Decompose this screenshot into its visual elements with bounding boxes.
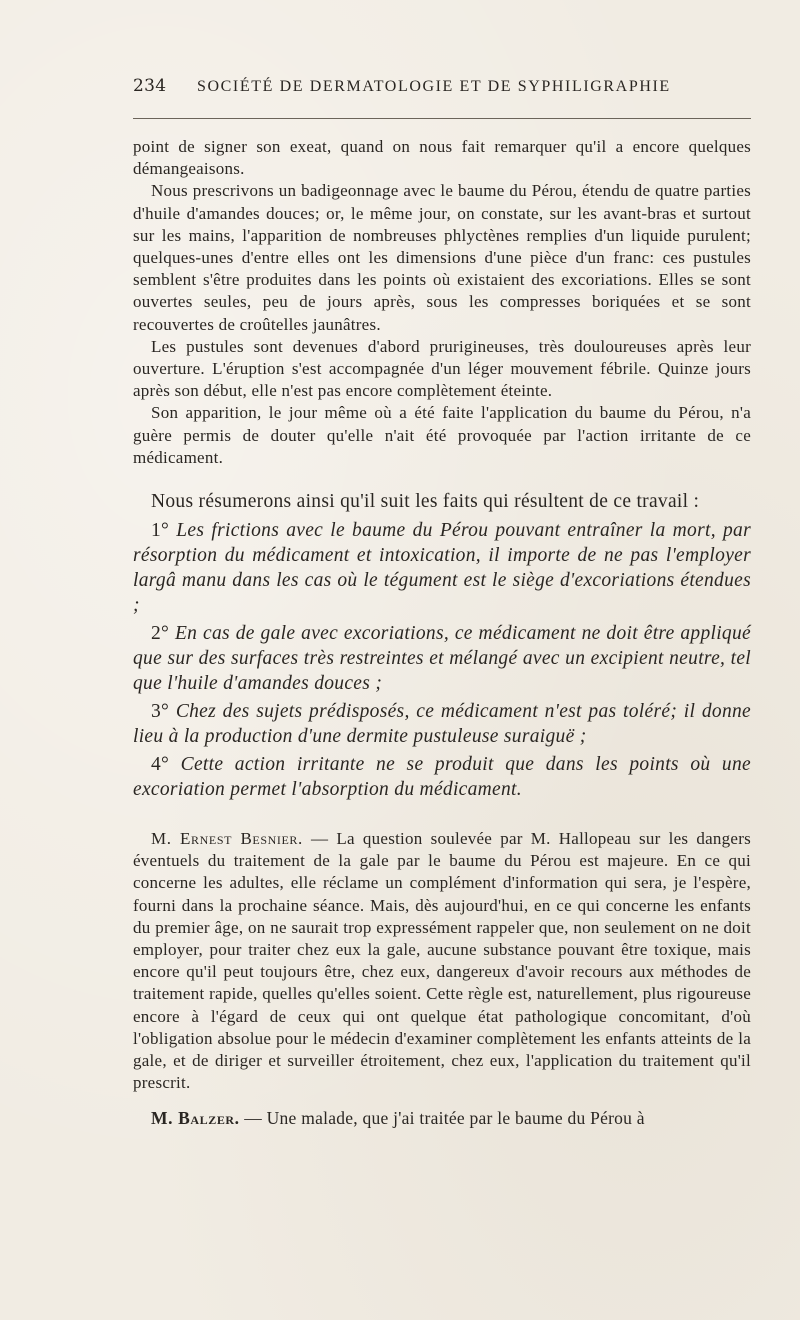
conclusion-item-3 (133, 699, 751, 749)
conclusion-number: 1° (151, 520, 170, 542)
conclusion-item-4 (133, 752, 751, 802)
header-rule (133, 118, 751, 119)
conclusion-text: Chez des sujets prédisposés, ce médicament n'est pas toléré; il donne lieu à la production d'une dermite pustuleuse suraiguë ; (133, 701, 751, 748)
conclusions-section (133, 489, 751, 802)
conclusion-text: Cette action irritante ne se produit que dans les points où une excoriation permet l'absorption du médicament. (133, 754, 751, 801)
paragraph-continuation: point de signer son exeat, quand on nous fait remarquer qu'il a encore quelques démangeaisons. (133, 137, 751, 179)
conclusion-item-1 (133, 518, 751, 618)
conclusion-text: En cas de gale avec excoriations, ce médicament ne doit être appliqué que sur des surfaces très restreintes et mélangé avec un excipient neutre, tel que l'huile d'amandes douces ; (133, 623, 751, 695)
conclusion-item-2 (133, 621, 751, 696)
conclusion-number: 3° (151, 701, 170, 723)
discussion-besnier (133, 828, 751, 1094)
speaker-name: M. Balzer. (151, 1108, 240, 1129)
discussion-section (133, 828, 751, 1130)
body-text (133, 136, 751, 1130)
conclusion-number: 4° (151, 754, 170, 776)
conclusions-intro: Nous résumerons ainsi qu'il suit les faits qui résultent de ce travail : (151, 491, 700, 513)
paragraph-pustules: Les pustules sont devenues d'abord prurigineuses, très douloureuses après leur ouverture. L'éruption s'est accompagnée d'un léger mouvement fébrile. Quinze jours après son début, elle n'est pas encore complètement éteinte. (133, 336, 751, 401)
speaker-remarks: — La question soulevée par M. Hallopeau sur les dangers éventuels du traitement de la gale par le baume du Pérou est majeure. En ce qui concerne les adultes, elle réclame un complément d'information qui sera, je l'espère, fourni dans la prochaine séance. Mais, dès aujourd'hui, en ce qui concerne les enfants du premier âge, on ne saurait trop expressément rappeler que, non seulement on ne doit employer, pour traiter chez eux la gale, aucune substance pouvant être toxique, mais encore qu'il peut toujours être, chez eux, dangereux d'avoir recours aux méthodes de traitement rapide, quelles qu'elles soient. Cette règle est, naturellement, plus rigoureuse encore à l'égard de ceux qui ont quelque état pathologique concomitant, d'où l'obligation absolue pour le médecin d'examiner complètement les enfants atteints de la gale, et de diriger et surveiller étroitement, chez eux, l'application du traitement qu'il prescrit. (133, 829, 751, 1093)
page-number: 234 (133, 76, 167, 96)
running-title: SOCIÉTÉ DE DERMATOLOGIE ET DE SYPHILIGRAPHIE (197, 78, 671, 95)
paragraph-prescription: Nous prescrivons un badigeonnage avec le baume du Pérou, étendu de quatre parties d'huile d'amandes douces; or, le même jour, on constate, sur les avant-bras et surtout sur les mains, l'apparition de nombreuses phlyctènes remplies d'un liquide purulent; quelques-unes d'entre elles ont les dimensions d'une pièce d'un franc: ces pustules semblent s'être produites dans les points où existaient des excoriations. Elles se sont ouvertes seules, peu de jours après, sous les compresses boriquées et se sont recouvertes de croûtelles jaunâtres. (133, 181, 751, 334)
speaker-remarks: — Une malade, que j'ai traitée par le baume du Pérou à (244, 1108, 645, 1129)
paragraph-apparition: Son apparition, le jour même où a été faite l'application du baume du Pérou, n'a guère permis de douter qu'elle n'ait été provoquée par l'action irritante de ce médicament. (133, 403, 751, 467)
discussion-balzer (133, 1107, 751, 1129)
conclusion-number: 2° (151, 623, 170, 645)
speaker-name: M. Ernest Besnier. (151, 829, 303, 849)
conclusion-text: Les frictions avec le baume du Pérou pouvant entraîner la mort, par résorption du médicament et intoxication, il importe de ne pas l'employer largâ manu dans les cas où le tégument est le siège d'excoriations étendues ; (133, 520, 751, 617)
page-header (133, 76, 751, 104)
